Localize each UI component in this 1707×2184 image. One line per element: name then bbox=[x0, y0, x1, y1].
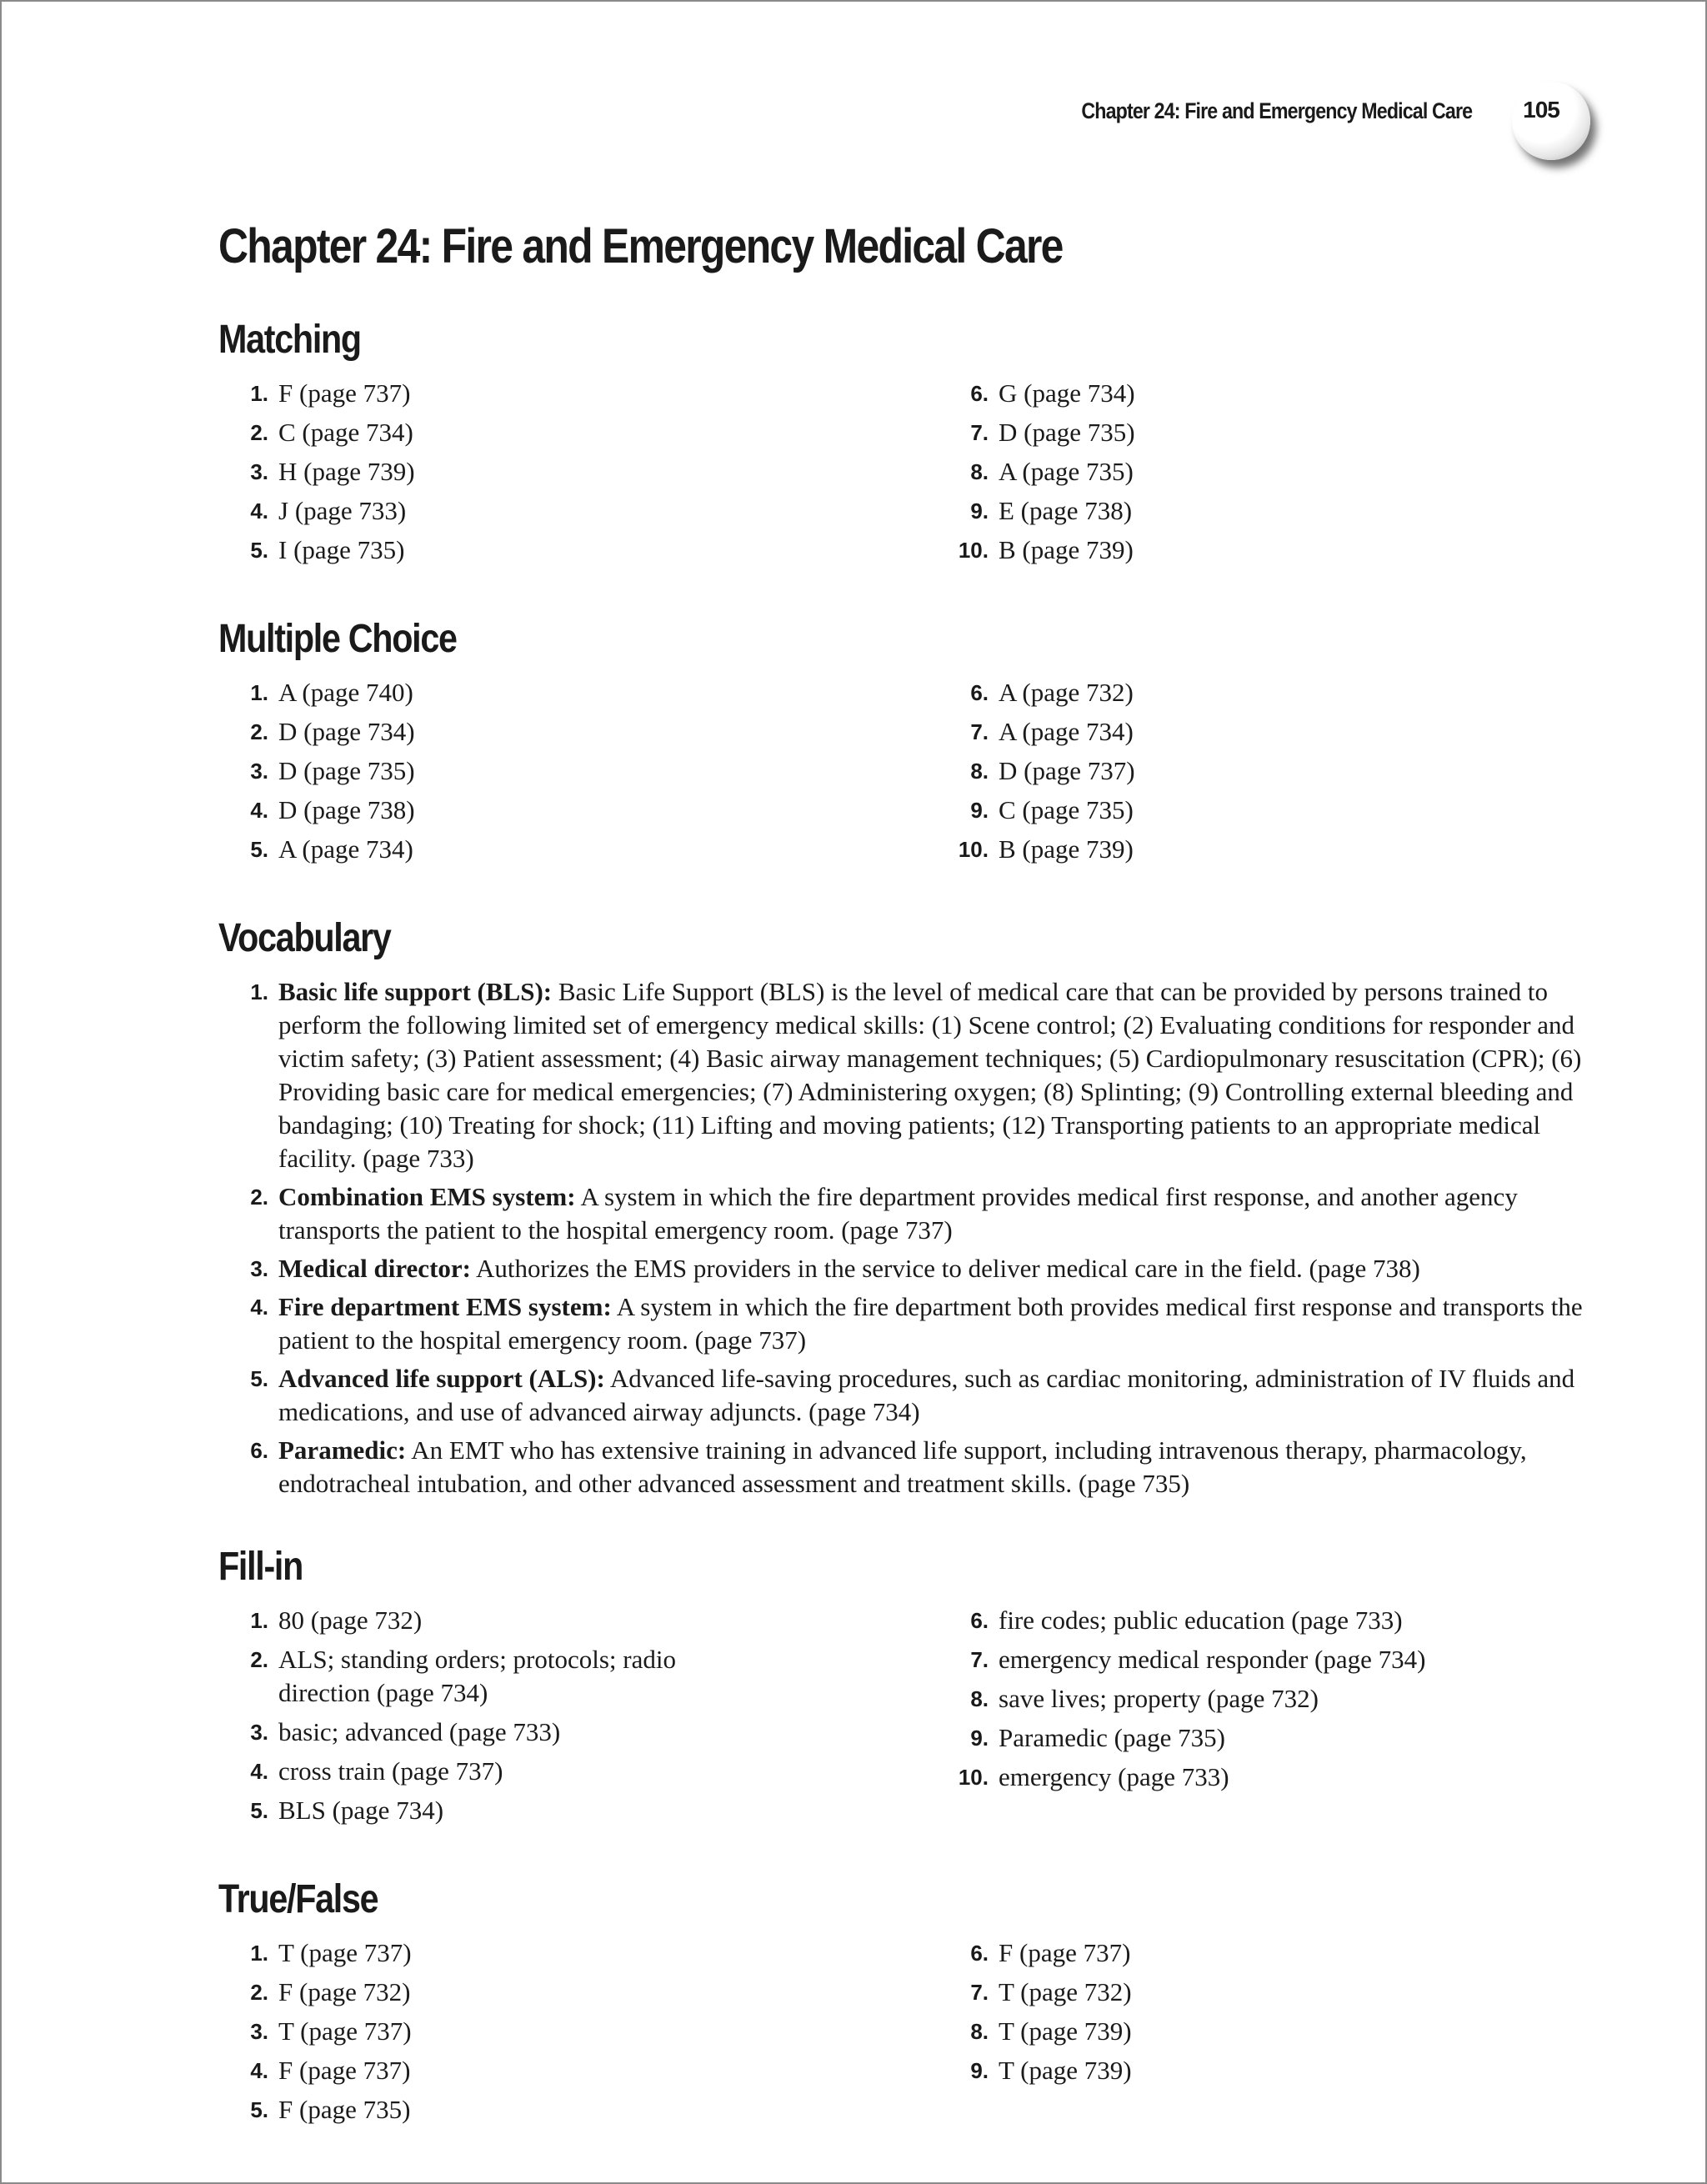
answer-text: fire codes; public education (page 733) bbox=[999, 1605, 1403, 1635]
answer-text: D (page 737) bbox=[999, 756, 1135, 785]
vocab-term: Fire department EMS system: bbox=[278, 1292, 612, 1321]
answer-text: cross train (page 737) bbox=[278, 1756, 503, 1786]
list-item bbox=[218, 1716, 939, 1749]
vocab-term: Medical director: bbox=[278, 1254, 471, 1283]
list-item bbox=[218, 2054, 939, 2087]
list-item bbox=[939, 533, 1602, 567]
definition-text bbox=[278, 1434, 1602, 1500]
list-item bbox=[939, 1721, 1602, 1755]
answer-text: A (page 740) bbox=[278, 678, 413, 707]
list-item bbox=[218, 833, 939, 866]
list-item bbox=[218, 416, 939, 449]
definition-text bbox=[278, 1362, 1602, 1429]
answer-text: E (page 738) bbox=[999, 496, 1133, 525]
matching-heading: Matching bbox=[218, 318, 361, 362]
answer-text: T (page 732) bbox=[999, 1977, 1132, 2006]
list-item bbox=[939, 754, 1602, 788]
item-number: 7. bbox=[970, 719, 989, 744]
list-item bbox=[218, 715, 939, 749]
multiple-choice-left-column bbox=[218, 676, 939, 872]
item-number: 1. bbox=[250, 979, 268, 1004]
list-item bbox=[218, 377, 939, 410]
answer-text: F (page 735) bbox=[278, 2095, 411, 2124]
list-item bbox=[939, 494, 1602, 528]
item-number: 2. bbox=[250, 719, 268, 744]
answer-text: emergency (page 733) bbox=[999, 1762, 1229, 1791]
answer-text: A (page 734) bbox=[999, 717, 1134, 746]
definition-text bbox=[278, 1252, 1602, 1285]
vocab-term: Paramedic: bbox=[278, 1435, 407, 1465]
answer-text: A (page 734) bbox=[278, 834, 413, 864]
answer-text: D (page 735) bbox=[999, 418, 1135, 447]
item-number: 7. bbox=[970, 1980, 989, 2005]
answer-text: F (page 737) bbox=[278, 378, 411, 408]
item-number: 5. bbox=[250, 538, 268, 563]
item-number: 6. bbox=[970, 1608, 989, 1633]
list-item bbox=[218, 1755, 939, 1788]
multiple-choice-heading: Multiple Choice bbox=[218, 617, 457, 661]
vocab-definition: A system in which the fire department provides medical first response, and another agency transports the patient to the hospital emergency room. (page 737) bbox=[278, 1182, 1518, 1245]
list-item bbox=[218, 455, 939, 488]
item-number: 9. bbox=[970, 1726, 989, 1751]
item-number: 10. bbox=[958, 1765, 989, 1790]
running-head-title: Chapter 24: Fire and Emergency Medical Care bbox=[1081, 98, 1472, 123]
answer-text: B (page 739) bbox=[999, 834, 1134, 864]
item-number: 2. bbox=[250, 420, 268, 445]
item-number: 6. bbox=[250, 1438, 268, 1463]
item-number: 5. bbox=[250, 1366, 268, 1391]
vocab-definition: Basic Life Support (BLS) is the level of medical care that can be provided by persons trained to perform the following limited set of emergency medical skills: (1) Scene control; (2) Evaluating conditions for responder and victim safety; (3) Patient assessment; (4) Basic airway management techniques; (5) Cardiopulmonary resuscitation (CPR); (6) Providing basic care for medical emergencies; (7) Administering oxygen; (8) Splinting; (9) Controlling external bleeding and bandaging; (10) Treating for shock; (11) Lifting and moving patients; (12) Transporting patients to an appropriate medical facility. (page 733) bbox=[278, 977, 1582, 1173]
fill-in-answers bbox=[218, 1604, 1602, 1833]
item-number: 6. bbox=[970, 381, 989, 406]
answer-text: D (page 735) bbox=[278, 756, 415, 785]
list-item bbox=[218, 1794, 939, 1827]
answer-text: T (page 739) bbox=[999, 2056, 1132, 2085]
item-number: 6. bbox=[970, 680, 989, 705]
vocab-definition: An EMT who has extensive training in advanced life support, including intravenous therapy, pharmacology, endotracheal intubation, and other advanced assessment and treatment skills. (page 735) bbox=[278, 1435, 1527, 1498]
true-false-heading: True/False bbox=[218, 1877, 378, 1921]
item-number: 10. bbox=[958, 837, 989, 862]
list-item bbox=[218, 1434, 1602, 1500]
item-number: 9. bbox=[970, 2058, 989, 2083]
chapter-title: Chapter 24: Fire and Emergency Medical Care bbox=[218, 219, 1063, 273]
item-number: 3. bbox=[250, 1720, 268, 1745]
item-number: 8. bbox=[970, 759, 989, 784]
answer-text: BLS (page 734) bbox=[278, 1796, 444, 1825]
item-number: 4. bbox=[250, 498, 268, 523]
list-item bbox=[939, 833, 1602, 866]
true-false-answers bbox=[218, 1936, 1602, 2132]
item-number: 3. bbox=[250, 1256, 268, 1281]
list-item bbox=[218, 1180, 1602, 1247]
item-number: 3. bbox=[250, 2019, 268, 2044]
vocab-term: Basic life support (BLS): bbox=[278, 977, 553, 1006]
vocab-term: Combination EMS system: bbox=[278, 1182, 576, 1211]
answer-text: H (page 739) bbox=[278, 457, 415, 486]
answer-text: T (page 737) bbox=[278, 2016, 412, 2046]
multiple-choice-answers bbox=[218, 676, 1602, 872]
list-item bbox=[218, 1976, 939, 2009]
list-item bbox=[939, 715, 1602, 749]
list-item bbox=[939, 1604, 1602, 1637]
item-number: 1. bbox=[250, 381, 268, 406]
list-item bbox=[218, 1362, 1602, 1429]
item-number: 1. bbox=[250, 1941, 268, 1966]
answer-text: C (page 735) bbox=[999, 795, 1134, 824]
answer-text: A (page 732) bbox=[999, 678, 1134, 707]
fill-in-right-column bbox=[939, 1604, 1602, 1833]
item-number: 1. bbox=[250, 1608, 268, 1633]
page-number-badge bbox=[1512, 82, 1590, 160]
answer-text: B (page 739) bbox=[999, 535, 1134, 564]
item-number: 8. bbox=[970, 459, 989, 484]
matching-left-column bbox=[218, 377, 939, 573]
list-item bbox=[218, 676, 939, 709]
list-item bbox=[218, 533, 939, 567]
list-item bbox=[218, 2015, 939, 2048]
fill-in-heading: Fill-in bbox=[218, 1545, 303, 1589]
item-number: 2. bbox=[250, 1185, 268, 1210]
item-number: 9. bbox=[970, 798, 989, 823]
answer-text: F (page 737) bbox=[278, 2056, 411, 2085]
answer-text: D (page 734) bbox=[278, 717, 415, 746]
item-number: 1. bbox=[250, 680, 268, 705]
answer-text: F (page 732) bbox=[278, 1977, 411, 2006]
list-item bbox=[218, 794, 939, 827]
item-number: 4. bbox=[250, 2058, 268, 2083]
list-item bbox=[218, 1936, 939, 1970]
page-number: 105 bbox=[1523, 97, 1559, 123]
list-item bbox=[939, 1682, 1602, 1716]
list-item bbox=[939, 455, 1602, 488]
list-item bbox=[218, 2093, 939, 2126]
vocab-definition: Authorizes the EMS providers in the service to deliver medical care in the field. (page 738) bbox=[470, 1254, 1420, 1283]
list-item bbox=[939, 1976, 1602, 2009]
answer-text: I (page 735) bbox=[278, 535, 405, 564]
item-number: 7. bbox=[970, 1647, 989, 1672]
item-number: 4. bbox=[250, 1759, 268, 1784]
vocab-definition: A system in which the fire department both provides medical first response and transports the patient to the hospital emergency room. (page 737) bbox=[278, 1292, 1583, 1355]
matching-right-column bbox=[939, 377, 1602, 573]
list-item bbox=[939, 2054, 1602, 2087]
answer-text: ALS; standing orders; protocols; radio direction (page 734) bbox=[278, 1645, 676, 1707]
item-number: 3. bbox=[250, 759, 268, 784]
item-number: 10. bbox=[958, 538, 989, 563]
matching-answers bbox=[218, 377, 1602, 573]
item-number: 5. bbox=[250, 837, 268, 862]
answer-text: G (page 734) bbox=[999, 378, 1135, 408]
answer-text: J (page 733) bbox=[278, 496, 407, 525]
item-number: 2. bbox=[250, 1980, 268, 2005]
definition-text bbox=[278, 1180, 1602, 1247]
answer-text: save lives; property (page 732) bbox=[999, 1684, 1319, 1713]
list-item bbox=[939, 2015, 1602, 2048]
fill-in-left-column bbox=[218, 1604, 939, 1833]
vocabulary-heading: Vocabulary bbox=[218, 916, 391, 960]
list-item bbox=[218, 1604, 939, 1637]
true-false-left-column bbox=[218, 1936, 939, 2132]
list-item bbox=[939, 1761, 1602, 1794]
answer-text: T (page 739) bbox=[999, 2016, 1132, 2046]
item-number: 3. bbox=[250, 459, 268, 484]
answer-text: D (page 738) bbox=[278, 795, 415, 824]
answer-text: emergency medical responder (page 734) bbox=[999, 1645, 1426, 1674]
item-number: 4. bbox=[250, 1295, 268, 1320]
list-item bbox=[218, 754, 939, 788]
item-number: 6. bbox=[970, 1941, 989, 1966]
answer-text: A (page 735) bbox=[999, 457, 1134, 486]
item-number: 4. bbox=[250, 798, 268, 823]
multiple-choice-right-column bbox=[939, 676, 1602, 872]
item-number: 5. bbox=[250, 2097, 268, 2122]
true-false-right-column bbox=[939, 1936, 1602, 2132]
list-item bbox=[218, 1252, 1602, 1285]
list-item bbox=[218, 975, 1602, 1175]
item-number: 9. bbox=[970, 498, 989, 523]
list-item bbox=[218, 1290, 1602, 1357]
answer-text: basic; advanced (page 733) bbox=[278, 1717, 561, 1746]
answer-text: F (page 737) bbox=[999, 1938, 1131, 1967]
list-item bbox=[939, 676, 1602, 709]
list-item bbox=[939, 377, 1602, 410]
item-number: 5. bbox=[250, 1798, 268, 1823]
item-number: 8. bbox=[970, 2019, 989, 2044]
vocabulary-list bbox=[218, 975, 1602, 1500]
definition-text bbox=[278, 975, 1602, 1175]
answer-text: Paramedic (page 735) bbox=[999, 1723, 1225, 1752]
definition-text bbox=[278, 1290, 1602, 1357]
vocab-term: Advanced life support (ALS): bbox=[278, 1364, 605, 1393]
list-item bbox=[939, 794, 1602, 827]
item-number: 2. bbox=[250, 1647, 268, 1672]
item-number: 7. bbox=[970, 420, 989, 445]
answer-key-content bbox=[218, 215, 1602, 2132]
item-number: 8. bbox=[970, 1686, 989, 1711]
vocab-definition: Advanced life-saving procedures, such as cardiac monitoring, administration of IV fluids and medications, and use of advanced airway adjuncts. (page 734) bbox=[278, 1364, 1575, 1426]
list-item bbox=[939, 1643, 1602, 1676]
answer-text: C (page 734) bbox=[278, 418, 413, 447]
answer-text: T (page 737) bbox=[278, 1938, 412, 1967]
answer-text: 80 (page 732) bbox=[278, 1605, 423, 1635]
list-item bbox=[218, 1643, 702, 1710]
list-item bbox=[218, 494, 939, 528]
list-item bbox=[939, 1936, 1602, 1970]
list-item bbox=[939, 416, 1602, 449]
